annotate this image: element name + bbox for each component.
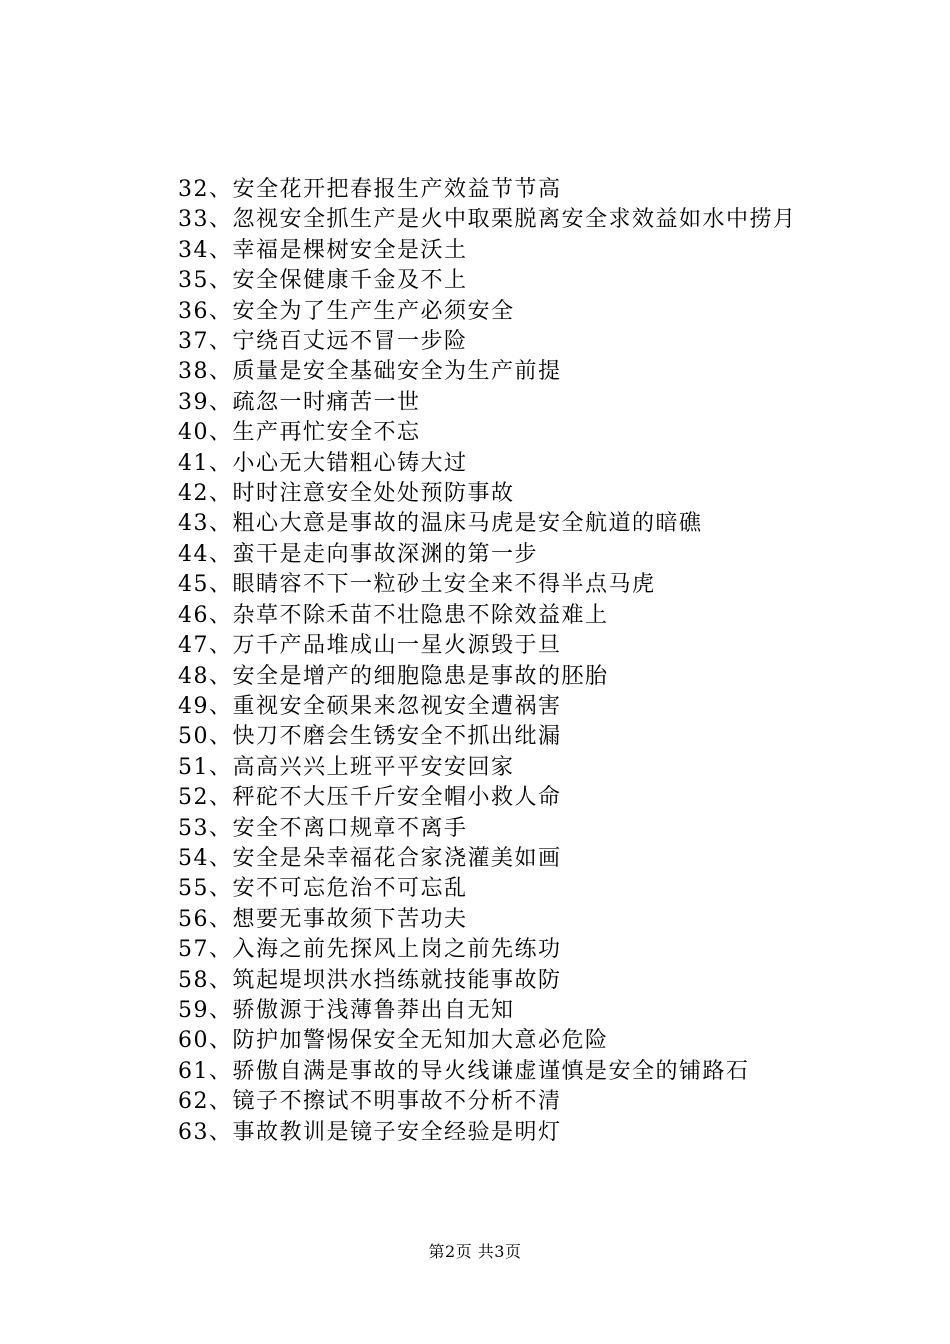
slogan-item: 63、事故教训是镜子安全经验是明灯 [178,1119,562,1145]
slogan-item: 44、蛮干是走向事故深渊的第一步 [178,541,538,567]
slogan-item: 49、重视安全硕果来忽视安全遭祸害 [178,693,562,719]
slogan-item: 35、安全保健康千金及不上 [178,268,468,294]
slogan-item: 32、安全花开把春报生产效益节节高 [178,177,562,202]
slogan-item: 36、安全为了生产生产必须安全 [178,298,515,324]
slogan-item: 60、防护加警惕保安全无知加大意必危险 [178,1028,609,1054]
slogan-item: 41、小心无大错粗心铸大过 [178,450,468,476]
slogan-item: 34、幸福是棵树安全是沃土 [178,237,468,263]
slogan-item: 46、杂草不除禾苗不壮隐患不除效益难上 [178,602,609,628]
slogan-item: 57、入海之前先探风上岗之前先练功 [178,937,562,963]
slogan-item: 33、忽视安全抓生产是火中取栗脱离安全求效益如水中捞月 [178,207,797,233]
slogan-item: 40、生产再忙安全不忘 [178,420,421,446]
slogan-item: 54、安全是朵幸福花合家浇灌美如画 [178,845,562,871]
page-footer: 第2页 共3页 [428,1242,522,1261]
slogan-item: 61、骄傲自满是事故的导火线谦虚谨慎是安全的铺路石 [178,1058,750,1084]
slogan-item: 42、时时注意安全处处预防事故 [178,481,515,507]
slogan-item: 59、骄傲源于浅薄鲁莽出自无知 [178,997,515,1023]
slogan-item: 48、安全是增产的细胞隐患是事故的胚胎 [178,663,609,689]
slogan-item: 39、疏忽一时痛苦一世 [178,389,421,415]
slogan-item: 52、秤砣不大压千斤安全帽小救人命 [178,785,562,811]
slogan-item: 45、眼睛容不下一粒砂土安全来不得半点马虎 [178,572,656,598]
slogan-item: 55、安不可忘危治不可忘乱 [178,876,468,902]
slogan-item: 37、宁绕百丈远不冒一步险 [178,329,468,355]
slogan-item: 50、快刀不磨会生锈安全不抓出纰漏 [178,724,562,750]
slogan-item: 47、万千产品堆成山一星火源毁于旦 [178,633,562,659]
slogan-item: 53、安全不离口规章不离手 [178,815,468,841]
slogan-item: 58、筑起堤坝洪水挡练就技能事故防 [178,967,562,993]
slogan-item: 56、想要无事故须下苦功夫 [178,906,468,932]
slogan-item: 51、高高兴兴上班平平安安回家 [178,754,515,780]
slogan-list [130,175,835,1148]
slogan-item: 62、镜子不擦试不明事故不分析不清 [178,1089,562,1115]
slogan-item: 43、粗心大意是事故的温床马虎是安全航道的暗礁 [178,511,703,537]
slogan-item: 38、质量是安全基础安全为生产前提 [178,359,562,385]
